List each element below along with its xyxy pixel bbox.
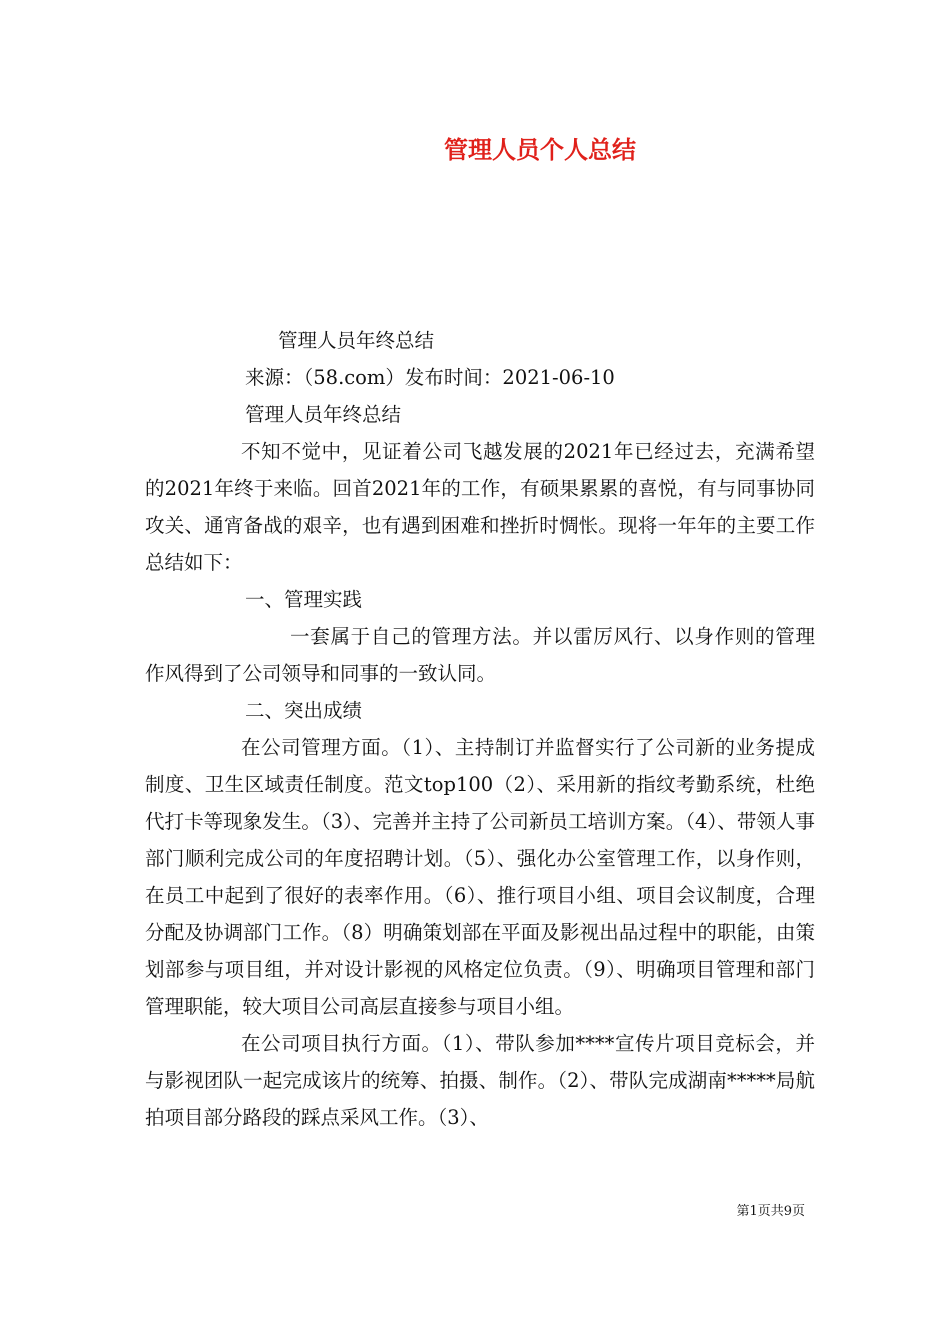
page-title: 管理人员个人总结 bbox=[444, 135, 636, 164]
section1-paragraph: 一套属于自己的管理方法。并以雷厉风行、以身作则的管理作风得到了公司领导和同事的一致认同。 bbox=[145, 625, 815, 685]
section2-paragraph-projects: 在公司项目执行方面。（1）、带队参加****宣传片项目竞标会，并与影视团队一起完成该片的统筹、拍摄、制作。（2）、带队完成湖南*****局航拍项目部分路段的踩点采风工作。（3）、 bbox=[145, 1032, 815, 1129]
page-number: 第1页共9页 bbox=[736, 1204, 805, 1219]
section2-heading: 二、突出成绩 bbox=[245, 699, 363, 722]
document-body bbox=[145, 322, 815, 1136]
section1-heading: 一、管理实践 bbox=[245, 588, 363, 611]
document-subtitle: 管理人员年终总结 bbox=[278, 329, 435, 352]
intro-paragraph: 不知不觉中，见证着公司飞越发展的2021年已经过去，充满希望的2021年终于来临。回首2021年的工作，有硕果累累的喜悦，有与同事协同攻关、通宵备战的艰辛，也有遇到困难和挫折时惆怅。现将一年年的主要工作总结如下： bbox=[145, 440, 815, 574]
section2-paragraph-management: 在公司管理方面。（1）、主持制订并监督实行了公司新的业务提成制度、卫生区域责任制度。范文top100（2）、采用新的指纹考勤系统，杜绝代打卡等现象发生。（3）、完善并主持了公司新员工培训方案。（4）、带领人事部门顺利完成公司的年度招聘计划。（5）、强化办公室管理工作，以身作则，在员工中起到了很好的表率作用。（6）、推行项目小组、项目会议制度，合理分配及协调部门工作。（8）明确策划部在平面及影视出品过程中的职能，由策划部参与项目组，并对设计影视的风格定位负责。（9）、明确项目管理和部门管理职能，较大项目公司高层直接参与项目小组。 bbox=[145, 736, 815, 1018]
document-subtitle-repeat: 管理人员年终总结 bbox=[245, 403, 402, 426]
source-line: 来源：（58.com）发布时间：2021-06-10 bbox=[245, 366, 615, 389]
